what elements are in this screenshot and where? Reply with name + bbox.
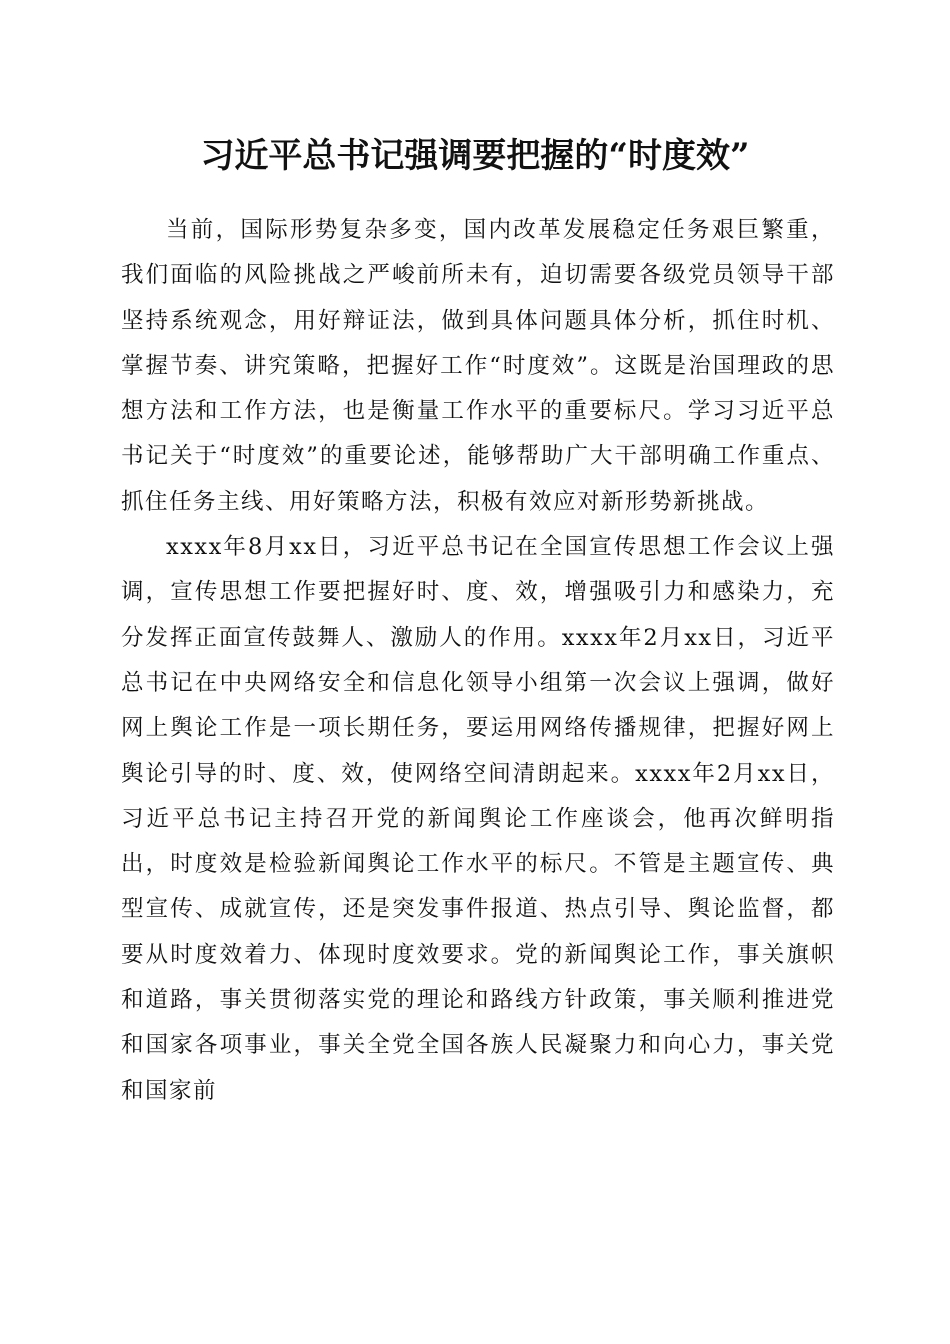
paragraph-1: 当前，国际形势复杂多变，国内改革发展稳定任务艰巨繁重，我们面临的风险挑战之严峻前所未有，迫切需要各级党员领导干部坚持系统观念，用好辩证法，做到具体问题具体分析，抓住时机、掌握节奏、讲究策略，把握好工作“时度效”。这既是治国理政的思想方法和工作方法，也是衡量工作水平的重要标尺。学习习近平总书记关于“时度效”的重要论述，能够帮助广大干部明确工作重点、抓住任务主线、用好策略方法，积极有效应对新形势新挑战。 (121, 217, 835, 515)
paragraph-2: xxxx年8月xx日，习近平总书记在全国宣传思想工作会议上强调，宣传思想工作要把握好时、度、效，增强吸引力和感染力，充分发挥正面宣传鼓舞人、激励人的作用。xxxx年2月xx日，习近平总书记在中央网络安全和信息化领导小组第一次会议上强调，做好网上舆论工作是一项长期任务，要运用网络传播规律，把握好网上舆论引导的时、度、效，使网络空间清朗起来。xxxx年2月xx日，习近平总书记主持召开党的新闻舆论工作座谈会，他再次鲜明指出，时度效是检验新闻舆论工作水平的标尺。不管是主题宣传、典型宣传、成就宣传，还是突发事件报道、热点引导、舆论监督，都要从时度效着力、体现时度效要求。党的新闻舆论工作，事关旗帜和道路，事关贯彻落实党的理论和路线方针政策，事关顺利推进党和国家各项事业，事关全党全国各族人民凝聚力和向心力，事关党和国家前 (121, 534, 835, 1104)
document-body (121, 208, 835, 1114)
document-title: 习近平总书记强调要把握的“时度效” (200, 136, 750, 176)
